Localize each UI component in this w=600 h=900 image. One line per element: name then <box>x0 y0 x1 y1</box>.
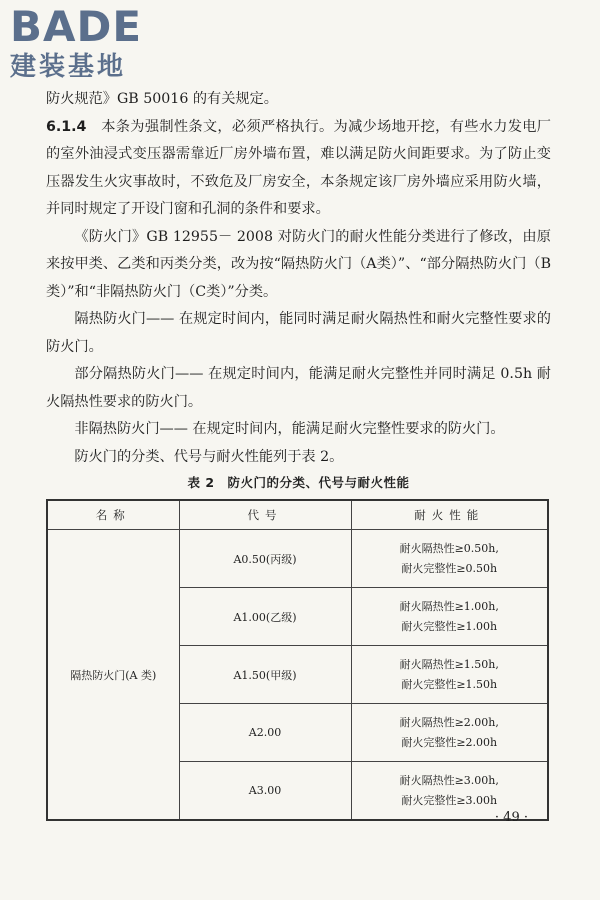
code-cell: A1.50(甲级) <box>179 646 351 704</box>
paragraph-table-reference: 防火门的分类、代号与耐火性能列于表 2。 <box>74 448 344 465</box>
code-cell: A2.00 <box>179 704 351 762</box>
clause-text: 本条为强制性条文，必须严格执行。为减少场地开挖，有些水力发电厂的室外油浸式变压器需靠近厂房外墙布置，难以满足防火间距要求。为了防止变压器发生火灾事故时，不致危及厂房安全，本条规定该厂房外墙应采用防火墙，并同时规定了开设门窗和孔洞的条件和要求。 <box>46 118 551 217</box>
fire-door-table <box>46 499 549 821</box>
table-row <box>47 530 548 588</box>
bade-logo <box>10 4 180 82</box>
insulation-value: 耐火隔热性≥3.00h, <box>399 773 499 787</box>
paragraph-non-insulated-door: 非隔热防火门—— 在规定时间内，能满足耐火完整性要求的防火门。 <box>74 421 505 437</box>
integrity-value: 耐火完整性≥3.00h <box>401 793 498 807</box>
paragraph-partially-insulated-door: 部分隔热防火门—— 在规定时间内，能满足耐火完整性并同时满足 0.5h 耐火隔热性要求的防火门。 <box>46 366 551 410</box>
code-cell: A1.00(乙级) <box>179 588 351 646</box>
table-header-row <box>47 500 548 530</box>
integrity-value: 耐火完整性≥1.00h <box>401 619 498 633</box>
header-performance: 耐火性能 <box>351 500 548 530</box>
code-cell: A3.00 <box>179 762 351 821</box>
logo-subtitle: 建装基地 <box>10 52 127 82</box>
insulation-value: 耐火隔热性≥2.00h, <box>399 715 499 729</box>
paragraph-insulated-door: 隔热防火门—— 在规定时间内，能同时满足耐火隔热性和耐火完整性要求的防火门。 <box>46 311 551 355</box>
integrity-value: 耐火完整性≥0.50h <box>401 561 498 575</box>
clause-6-1-4 <box>46 114 551 224</box>
clause-number: 6.1.4 <box>46 118 87 135</box>
integrity-value: 耐火完整性≥1.50h <box>401 677 498 691</box>
insulation-value: 耐火隔热性≥1.50h, <box>399 657 499 671</box>
integrity-value: 耐火完整性≥2.00h <box>401 735 498 749</box>
logo-wordmark: BADE <box>10 2 143 51</box>
page-number: · 49 · <box>494 810 528 825</box>
code-cell: A0.50(丙级) <box>179 530 351 588</box>
performance-cell <box>351 530 548 588</box>
paragraph-fire-door-standard: 《防火门》GB 12955－ 2008 对防火门的耐火性能分类进行了修改，由原来按甲类、乙类和丙类分类，改为按“隔热防火门（A类）”、“部分隔热防火门（B类）”和“非隔热防火门（C类）”分类。 <box>46 228 551 300</box>
performance-cell <box>351 588 548 646</box>
insulation-value: 耐火隔热性≥0.50h, <box>399 541 499 555</box>
performance-cell <box>351 704 548 762</box>
table-caption: 表 2 防火门的分类、代号与耐火性能 <box>187 475 410 490</box>
paragraph-continuation: 防火规范》GB 50016 的有关规定。 <box>46 91 278 107</box>
page-content <box>46 86 551 821</box>
insulation-value: 耐火隔热性≥1.00h, <box>399 599 499 613</box>
header-code: 代号 <box>179 500 351 530</box>
group-name-cell: 隔热防火门(A 类) <box>47 530 179 821</box>
header-name: 名称 <box>47 500 179 530</box>
performance-cell <box>351 646 548 704</box>
